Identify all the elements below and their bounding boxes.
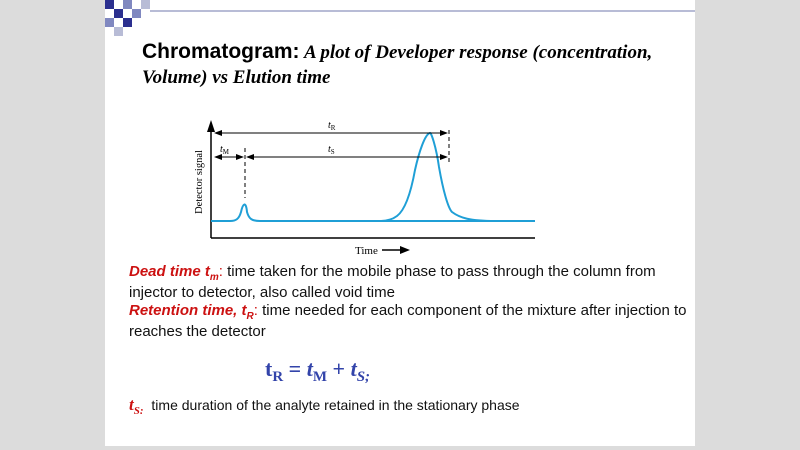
dead-time-definition: Dead time $t_m$: time taken for the mobile phase to pass through the column from injector to detector, also called void time: [129, 263, 656, 301]
ts-symbol: $t_{S:}$: [129, 395, 144, 417]
tr-label: $t_R$: [328, 120, 336, 132]
tm-label: $t_M$: [220, 144, 230, 156]
ts-definition: [129, 395, 520, 415]
ts-definition-text: time duration of the analyte retained in the stationary phase: [151, 397, 520, 413]
tr-arrow-right: [440, 130, 448, 136]
dead-time-term: Dead time $t_m$: [129, 263, 219, 283]
slide: [105, 0, 695, 446]
y-axis-arrow: [207, 120, 215, 132]
x-axis-label-arrowhead: [400, 246, 410, 254]
title-main: Chromatogram:: [142, 40, 300, 63]
tm-arrow-right: [236, 154, 244, 160]
slide-title: [142, 40, 687, 91]
tr-arrow-left: [214, 130, 222, 136]
retention-time-definition: Retention time, $t_R$: time needed for each component of the mixture after injection to reaches the detector: [129, 302, 687, 340]
retention-formula: $t_R = t_M + t_{S;}$: [265, 356, 371, 385]
ts-label: $t_S$: [328, 144, 335, 156]
chromatogram-diagram: [190, 112, 550, 262]
ts-arrow-right: [440, 154, 448, 160]
retention-time-text: time needed for each component of the mixture after injection to reaches the detector: [129, 302, 687, 340]
ts-arrow-left: [246, 154, 254, 160]
header-divider: [150, 10, 695, 12]
chromatogram-trace: [211, 133, 535, 221]
dead-time-text: time taken for the mobile phase to pass through the column from injector to detector, also called void time: [129, 263, 656, 301]
y-axis-label: Detector signal: [194, 150, 205, 214]
retention-time-term: Retention time, $t_R$: [129, 302, 254, 322]
x-axis-label: Time: [355, 245, 378, 257]
title-subtitle: A plot of Developer response (concentration, Volume) vs Elution time: [142, 42, 653, 88]
